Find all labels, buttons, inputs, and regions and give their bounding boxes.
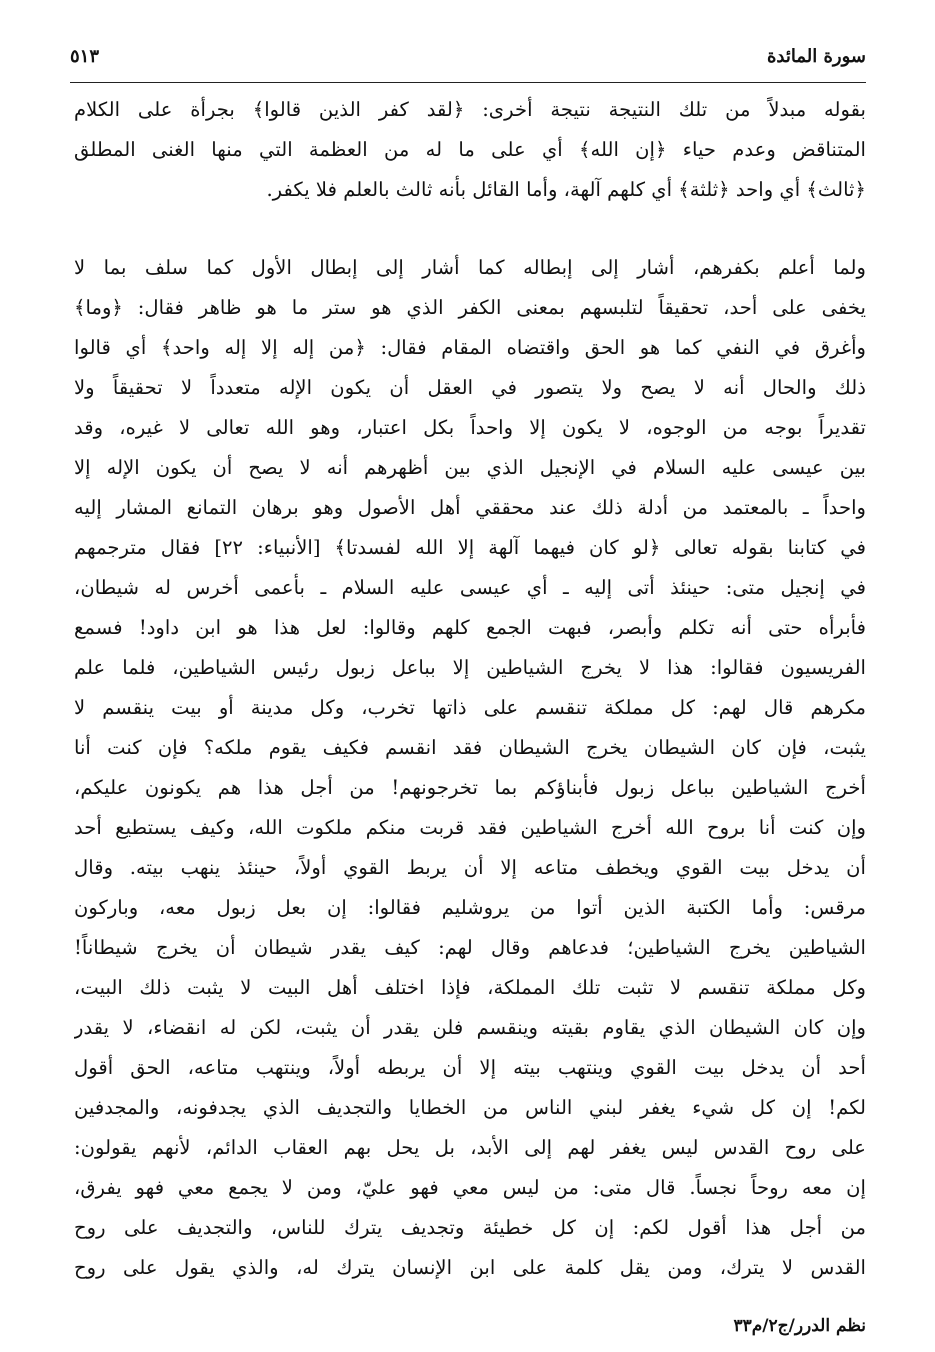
header-divider [70, 82, 866, 83]
text-line: أحد أن يدخل بيت القوي وينتهب بيته إلا أن يربطه أولاً، وينتهب متاعه، الحق أقول [74, 1056, 866, 1079]
text-line: مرقس: وأما الكتبة الذين أتوا من يروشليم فقالوا: إن بعل زبول معه، وباركون [74, 896, 866, 919]
text-line: بقوله مبدلاً من تلك النتيجة نتيجة أخرى: ﴿لقد كفر الذين قالوا﴾ بجرأة على الكلام [74, 98, 866, 121]
text-line: على روح القدس ليس يغفر لهم إلى الأبد، بل يحل بهم العقاب الدائم، لأنهم يقولون: [74, 1136, 866, 1159]
printer-signature: نظم الدرر/ج٢/م٣٣ [733, 1316, 866, 1336]
text-line: ﴿ثالث﴾ أي واحد ﴿ثلثة﴾ أي كلهم آلهة، وأما القائل بأنه ثالث بالعلم فلا يكفر. [266, 178, 866, 201]
text-line: واحداً ـ بالمعتمد من أدلة ذلك عند محققي أهل الأصول وهو برهان التمانع المشار إليه [74, 496, 866, 519]
page-number: ٥١٣ [70, 46, 100, 67]
text-line: ولما أعلم بكفرهم، أشار إلى إبطاله كما أشار إلى إبطال الأول كما سلف بما لا [74, 256, 866, 279]
text-line: القدس لا يترك، ومن يقل كلمة على ابن الإنسان يترك له، والذي يقول على روح [74, 1256, 866, 1279]
page-footer [70, 1316, 866, 1344]
text-line: وأغرق في النفي كما هو الحق واقتضاه المقام فقال: ﴿من إله إلا إله واحد﴾ أي قالوا [74, 336, 866, 359]
text-line: ذلك والحال أنه لا يصح ولا يتصور في العقل أن يكون الإله متعدداً لا تحقيقاً ولا [74, 376, 866, 399]
text-line: الفريسيون فقالوا: هذا لا يخرج الشياطين إلا بباعل زبول رئيس الشياطين، فلما علم [74, 656, 866, 679]
text-line: يخفى على أحد، تحقيقاً لتلبسهم بمعنى الكفر الذي هو ستر ما هو ظاهر فقال: ﴿وما﴾ [74, 296, 866, 319]
text-line: أخرج الشياطين بباعل زبول فأبناؤكم بما تخرجونهم! من أجل هذا هم يكونون عليكم، [74, 776, 866, 799]
text-line: يثبت، فإن كان الشيطان يخرج الشيطان فقد انقسم فكيف يقوم ملكه؟ فإن كنت أنا [74, 736, 866, 759]
text-line: وكل مملكة تنقسم لا تثبت تلك المملكة، فإذا اختلف أهل البيت لا يثبت ذلك البيت، [74, 976, 866, 999]
paragraph-2 [74, 248, 866, 1288]
body-text [74, 90, 866, 1288]
text-line: إن معه روحاً نجساً. قال متى: من ليس معي فهو عليّ، ومن لا يجمع معي فهو يفرق، [74, 1176, 866, 1199]
text-line: وإن كنت أنا بروح الله أخرج الشياطين فقد قربت منكم ملكوت الله، وكيف يستطيع أحد [74, 816, 866, 839]
text-line: المتناقض وعدم حياء ﴿إن الله﴾ أي على ما له من العظمة التي منها الغنى المطلق [74, 138, 866, 161]
text-line: لكم! إن كل شيء يغفر لبني الناس من الخطايا والتجديف الذي يجدفونه، والمجدفين [74, 1096, 866, 1119]
page-header [70, 40, 866, 80]
text-line: وإن كان الشيطان الذي يقاوم بقيته وينقسم فلن يقدر أن يثبت، لكن له انقضاء، لا يقدر [74, 1016, 866, 1039]
text-line: تقديراً بوجه من الوجوه، لا يكون إلا واحداً بكل اعتبار، وهو الله تعالى لا غيره، وقد [74, 416, 866, 439]
text-line: مكرهم قال لهم: كل مملكة تنقسم على ذاتها تخرب، وكل مدينة أو بيت ينقسم لا [74, 696, 866, 719]
text-line: بين عيسى عليه السلام في الإنجيل الذي بين أظهرهم أنه لا يصح أن يكون الإله إلا [74, 456, 866, 479]
text-line: فأبرأه حتى أنه تكلم وأبصر، فبهت الجمع كلهم وقالوا: لعل هذا هو ابن داود! فسمع [74, 616, 866, 639]
text-line: الشياطين يخرج الشياطين؛ فدعاهم وقال لهم: كيف يقدر شيطان أن يخرج شيطاناً! [74, 936, 866, 959]
text-line: من أجل هذا أقول لكم: إن كل خطيئة وتجديف يترك للناس، والتجديف على روح [74, 1216, 866, 1239]
text-line: أن يدخل بيت القوي ويخطف متاعه إلا أن يربط القوي أولاً، حينئذ ينهب بيته. وقال [74, 856, 866, 879]
paragraph-spacer [74, 210, 866, 248]
text-line: في إنجيل متى: حينئذ أتى إليه ـ أي عيسى عليه السلام ـ بأعمى أخرس له شيطان، [74, 576, 866, 599]
paragraph-1 [74, 90, 866, 210]
text-line: في كتابنا بقوله تعالى ﴿لو كان فيهما آلهة إلا الله لفسدتا﴾ [الأنبياء: ٢٢] فقال مترجمهم [74, 536, 866, 559]
surah-title: سورة المائدة [766, 46, 866, 67]
